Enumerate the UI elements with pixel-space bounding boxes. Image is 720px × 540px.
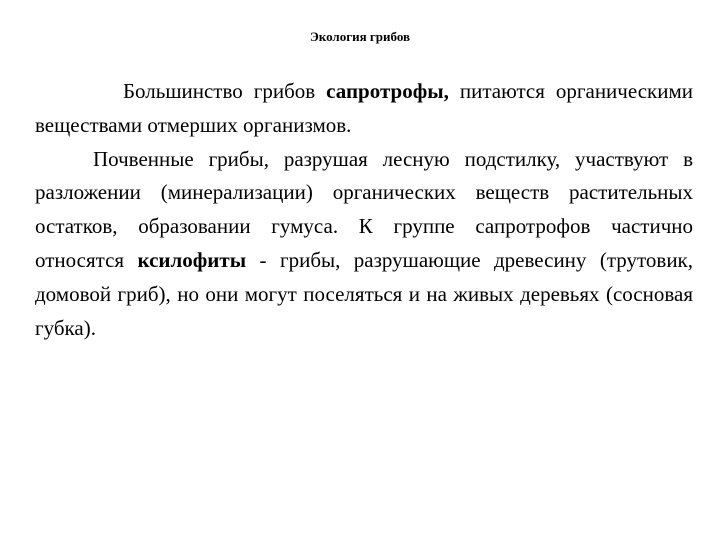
paragraph-soil-fungi-lead: Почвенные грибы, разрушая лесную подстилку, участвуют в разложении (минерализации) органических веществ растительных остатков, образовании гумуса. К группе сапротрофов частично относятся: [35, 146, 693, 272]
paragraph-soil-fungi-rest: - грибы, разрушающие древесину (трутовик, домовой гриб), но они могут поселяться и на живых деревьях (сосновая губка).: [35, 247, 694, 340]
term-xylophytes: ксилофиты: [137, 247, 247, 272]
body-text: [35, 75, 693, 345]
term-saprotrophs: сапротрофы,: [326, 79, 449, 103]
paragraph-saprotrophs-rest: питаются органическими веществами отмерших организмов.: [35, 79, 693, 137]
slide-title: Экология грибов: [309, 29, 411, 44]
paragraph-soil-fungi: [35, 143, 693, 346]
paragraph-saprotrophs-lead: Большинство грибов: [123, 79, 327, 103]
paragraph-saprotrophs: [35, 75, 693, 143]
